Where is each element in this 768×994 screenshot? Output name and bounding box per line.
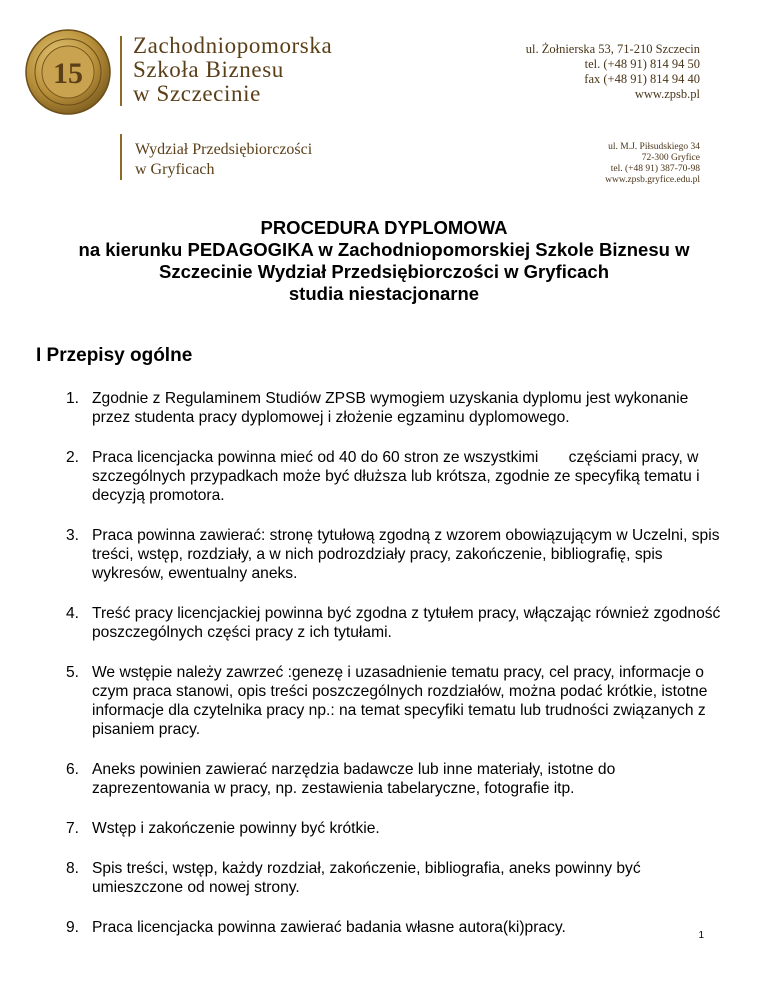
list-item (66, 604, 726, 642)
item-text: Wstęp i zakończenie powinny być krótkie. (92, 820, 380, 837)
logo-number: 15 (53, 57, 83, 90)
phone-line: tel. (+48 91) 387-70-98 (610, 164, 700, 174)
item-number: 4. (66, 605, 80, 622)
faculty-line: Wydział Przedsiębiorczości (135, 141, 313, 158)
item-text: Praca licencjacka powinna mieć od 40 do 60 stron ze wszystkimi częściami pracy, w szczególnych przypadkach może być dłuższa lub krótsza, zgodnie ze specyfiką tematu i decyzją promotora. (92, 449, 704, 504)
website-link[interactable]: www.zpsb.gryfice.edu.pl (605, 175, 700, 185)
item-number: 9. (66, 919, 80, 936)
item-number: 3. (66, 527, 80, 544)
title-line: studia niestacjonarne (288, 283, 480, 304)
item-text: Aneks powinien zawierać narzędzia badawcze lub inne materiały, istotne do zaprezentowania w pracy, np. zestawienia tabelaryczne, fotografie itp. (92, 761, 616, 797)
item-number: 1. (66, 390, 80, 407)
school-name-line: w Szczecinie (133, 81, 261, 106)
item-number: 5. (66, 664, 80, 681)
document-title (20, 217, 748, 305)
title-line: Szczecinie Wydział Przedsiębiorczości w Gryficach (159, 261, 609, 282)
school-logo-seal (24, 28, 112, 116)
item-number: 2. (66, 449, 80, 466)
website-link[interactable]: www.zpsb.pl (634, 87, 700, 101)
item-text: Praca licencjacka powinna zawierać badania własne autora(ki)pracy. (92, 919, 566, 936)
list-item (66, 526, 726, 583)
page-number: 1 (698, 930, 704, 941)
school-contact (526, 42, 700, 102)
faculty-contact (605, 142, 700, 186)
faculty-name (135, 140, 312, 180)
list-item (66, 918, 726, 937)
header-divider-top (120, 36, 122, 106)
list-item (66, 389, 726, 427)
item-text: Praca powinna zawierać: stronę tytułową zgodną z wzorem obowiązującym w Uczelni, spis treści, wstęp, rozdziały, a w nich podrozdziały pracy, zakończenie, bibliografię, spis wykresów, ewentualny aneks. (92, 527, 720, 582)
list-item (66, 663, 726, 739)
phone-line: tel. (+48 91) 814 94 50 (584, 57, 700, 71)
item-number: 8. (66, 860, 80, 877)
address-line: ul. M.J. Piłsudskiego 34 (608, 142, 700, 152)
title-line: na kierunku PEDAGOGIKA w Zachodniopomorskiej Szkole Biznesu w (78, 239, 690, 260)
rules-list (66, 389, 726, 958)
address-line: ul. Żołnierska 53, 71-210 Szczecin (525, 42, 700, 56)
faculty-line: w Gryficach (135, 161, 215, 178)
title-line: PROCEDURA DYPLOMOWA (260, 217, 508, 238)
header-divider-bottom (120, 134, 122, 180)
item-text: We wstępie należy zawrzeć :genezę i uzasadnienie tematu pracy, cel pracy, informacje o czym praca stanowi, opis treści poszczególnych rozdziałów, można podać krótkie, istotne informacje dla czytelnika pracy np.: na temat specyfiki tematu lub trudności związanych z pisaniem pracy. (92, 664, 708, 738)
list-item (66, 819, 726, 838)
list-item (66, 859, 726, 897)
item-text: Zgodnie z Regulaminem Studiów ZPSB wymogiem uzyskania dyplomu jest wykonanie przez studenta pracy dyplomowej i złożenie egzaminu dyplomowego. (92, 390, 689, 426)
list-item (66, 448, 726, 505)
item-number: 7. (66, 820, 80, 837)
school-name-line: Zachodniopomorska (133, 33, 333, 58)
school-name-line: Szkoła Biznesu (133, 57, 284, 82)
fax-line: fax (+48 91) 814 94 40 (584, 72, 700, 86)
list-item (66, 760, 726, 798)
item-text: Spis treści, wstęp, każdy rozdział, zakończenie, bibliografia, aneks powinny być umieszczone od nowej strony. (92, 860, 641, 896)
postal-line: 72-300 Gryfice (641, 153, 700, 163)
school-name (133, 34, 332, 106)
item-number: 6. (66, 761, 80, 778)
item-text: Treść pracy licencjackiej powinna być zgodna z tytułem pracy, włączając również zgodność poszczególnych części pracy z ich tytułami. (92, 605, 721, 641)
section-heading: I Przepisy ogólne (36, 345, 193, 366)
